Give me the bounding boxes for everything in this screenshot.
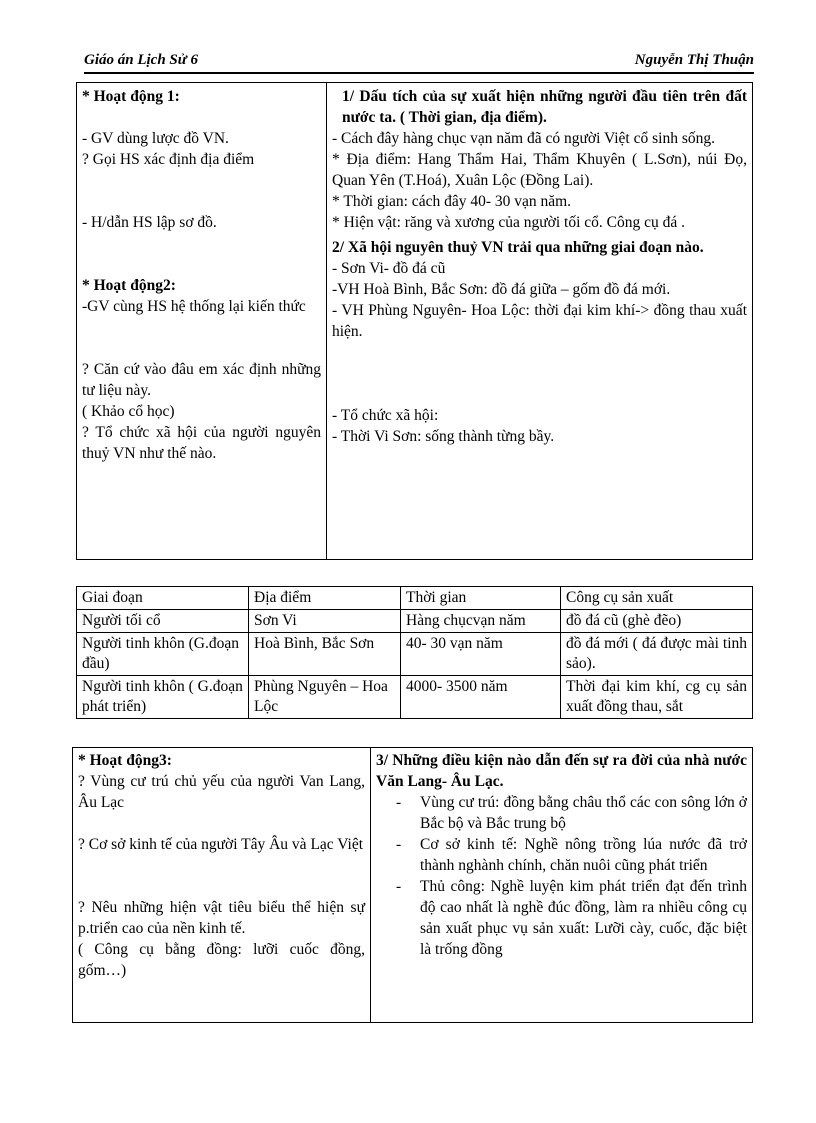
header-right: Nguyễn Thị Thuận — [634, 52, 754, 68]
page-header — [84, 52, 754, 74]
table-cell: Sơn Vi — [249, 610, 401, 633]
stages-table — [76, 586, 753, 719]
t3-left-line: ? Vùng cư trú chủ yếu của người Van Lang, Âu Lạc — [78, 773, 365, 811]
table-cell: Thời đại kim khí, cg cụ sản xuất đồng thau, sắt — [561, 676, 753, 719]
t1-left-line: - GV dùng lược đồ VN. — [82, 130, 229, 147]
table-row — [77, 676, 753, 719]
list-item: - Cơ sở kinh tế: Nghề nông trồng lúa nước đã trở thành nghành chính, chăn nuôi cũng phát triển — [420, 834, 747, 876]
table-cell: đồ đá cũ (ghè đẽo) — [561, 610, 753, 633]
table1-right-cell — [327, 83, 753, 560]
table-cell: Người tinh khôn (G.đoạn đầu) — [77, 633, 249, 676]
table-cell: 40- 30 vạn năm — [401, 633, 561, 676]
table-row — [77, 610, 753, 633]
activity-table-1 — [76, 82, 753, 560]
table1-left-cell — [77, 83, 327, 560]
table-cell: Người tối cổ — [77, 610, 249, 633]
t1-left-line: -GV cùng HS hệ thống lại kiến thức — [82, 298, 306, 315]
table-cell: Hoà Bình, Bắc Sơn — [249, 633, 401, 676]
column-header: Địa điểm — [249, 587, 401, 610]
t1-left-line: ? Căn cứ vào đâu em xác định những tư liệu này. — [82, 361, 321, 399]
table-cell: đồ đá mới ( đá được mài tinh sảo). — [561, 633, 753, 676]
section-3-heading: 3/ Những điều kiện nào dẫn đến sự ra đời của nhà nước Văn Lang- Âu Lạc. — [376, 752, 747, 790]
activity-1-heading: * Hoạt động 1: — [82, 88, 180, 105]
t1-left-line: ? Tổ chức xã hội của người nguyên thuỷ VN như thế nào. — [82, 424, 321, 462]
section-2-heading: 2/ Xã hội nguyên thuỷ VN trải qua những giai đoạn nào. — [332, 239, 704, 256]
t1-right-line: -VH Hoà Bình, Bắc Sơn: đồ đá giữa – gốm đồ đá mới. — [332, 281, 671, 298]
t1-right-line: - Tổ chức xã hội: — [332, 407, 439, 424]
table3-left-cell — [73, 748, 371, 1023]
t1-right-line: - VH Phùng Nguyên- Hoa Lộc: thời đại kim khí-> đồng thau xuất hiện. — [332, 302, 747, 340]
table-cell: Hàng chụcvạn năm — [401, 610, 561, 633]
table-cell: Người tinh khôn ( G.đoạn phát triển) — [77, 676, 249, 719]
activity-3-heading: * Hoạt động3: — [78, 752, 172, 769]
t1-right-line: * Thời gian: cách đây 40- 30 vạn năm. — [332, 193, 572, 210]
activity-2-heading: * Hoạt động2: — [82, 277, 176, 294]
t1-left-line: - H/dẫn HS lập sơ đồ. — [82, 214, 217, 231]
t1-right-line: - Cách đây hàng chục vạn năm đã có người Việt cổ sinh sống. — [332, 130, 715, 147]
t1-right-line: - Thời Vi Sơn: sống thành từng bầy. — [332, 428, 555, 445]
table3-right-cell — [371, 748, 753, 1023]
table-row — [77, 633, 753, 676]
table-header-row — [77, 587, 753, 610]
section-1-heading: 1/ Dấu tích của sự xuất hiện những người đầu tiên trên đất nước ta. ( Thời gian, địa điểm). — [342, 88, 747, 126]
column-header: Công cụ sản xuất — [561, 587, 753, 610]
t1-right-line: * Hiện vật: răng và xương của người tối cổ. Công cụ đá . — [332, 214, 686, 231]
column-header: Thời gian — [401, 587, 561, 610]
column-header: Giai đoạn — [77, 587, 249, 610]
t1-right-line: * Địa điểm: Hang Thẩm Hai, Thẩm Khuyên ( L.Sơn), núi Đọ, Quan Yên (T.Hoá), Xuân Lộc (Đồng Lai). — [332, 151, 747, 189]
table-cell: Phùng Nguyên – Hoa Lộc — [249, 676, 401, 719]
t1-right-line: - Sơn Vi- đồ đá cũ — [332, 260, 446, 277]
t3-left-line: ( Công cụ bằng đồng: lưỡi cuốc đồng, gốm…) — [78, 941, 365, 979]
list-item: - Vùng cư trú: đồng bằng châu thổ các con sông lớn ở Bắc bộ và Bắc trung bộ — [420, 792, 747, 834]
conditions-list — [376, 792, 747, 960]
t3-left-line: ? Cơ sở kinh tế của người Tây Âu và Lạc Việt — [78, 836, 364, 853]
header-left: Giáo án Lịch Sử 6 — [84, 52, 199, 68]
t1-left-line: ? Gọi HS xác định địa điểm — [82, 151, 255, 168]
table-cell: 4000- 3500 năm — [401, 676, 561, 719]
list-item: - Thủ công: Nghề luyện kim phát triển đạt đến trình độ cao nhất là nghề đúc đồng, làm ra nhiều công cụ sản xuất phục vụ sản xuất: Lưỡi cày, cuốc, đặc biệt là trống đồng — [420, 876, 747, 960]
t1-left-line: ( Khảo cổ học) — [82, 403, 175, 420]
activity-table-3 — [72, 747, 753, 1023]
t3-left-line: ? Nêu những hiện vật tiêu biểu thể hiện sự p.triển cao của nền kinh tế. — [78, 899, 365, 937]
